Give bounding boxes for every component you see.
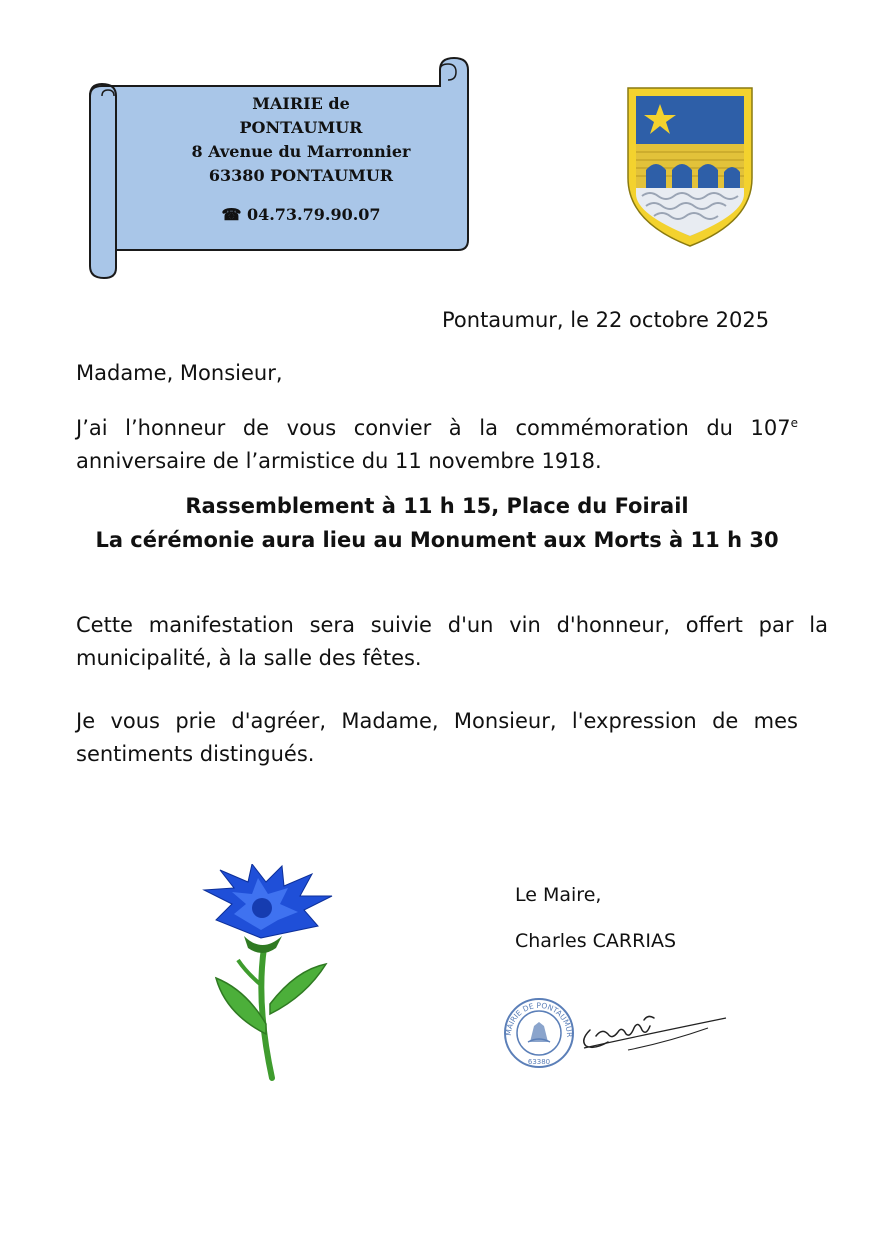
stamp-code: 63380 (527, 1058, 551, 1066)
greeting: Madame, Monsieur, (76, 361, 283, 385)
cornflower-icon (186, 864, 336, 1086)
ceremony-info: La cérémonie aura lieu au Monument aux Morts à 11 h 30 (95, 528, 779, 552)
coat-of-arms-icon (620, 82, 760, 252)
phone-number: 04.73.79.90.07 (246, 205, 381, 224)
paragraph-closing: Je vous prie d'agréer, Madame, Monsieur, l'expression de mes sentiments distingués. (76, 709, 798, 766)
signatory-name: Charles CARRIAS (515, 930, 676, 952)
ordinal-suffix: e (790, 416, 798, 430)
paragraph-invitation (76, 407, 798, 478)
city-line: 63380 PONTAUMUR (208, 166, 394, 185)
handwritten-signature (578, 1006, 728, 1052)
invitation-text: J’ai l’honneur de vous convier à la commémoration du 107 (76, 416, 791, 440)
gathering-info: Rassemblement à 11 h 15, Place du Foirail (185, 494, 689, 518)
letter-date: Pontaumur, le 22 octobre 2025 (442, 308, 770, 332)
signature-title: Le Maire, (515, 884, 602, 906)
paragraph-reception: Cette manifestation sera suivie d'un vin d'honneur, offert par la municipalité, à la salle des fêtes. (76, 613, 828, 670)
mayor-stamp-icon (500, 996, 578, 1070)
invitation-text-end: anniversaire de l’armistice du 11 novembre 1918. (76, 449, 602, 473)
stamp-text: MAIRIE DE PONTAUMUR (503, 1000, 575, 1038)
town-name: PONTAUMUR (239, 118, 363, 137)
letterhead-scroll (86, 56, 472, 282)
mairie-label: MAIRIE de (252, 94, 350, 113)
letterhead-text (156, 92, 446, 227)
phone-icon: ☎ (221, 205, 242, 224)
phone-line (156, 203, 446, 227)
address-line: 8 Avenue du Marronnier (191, 142, 411, 161)
